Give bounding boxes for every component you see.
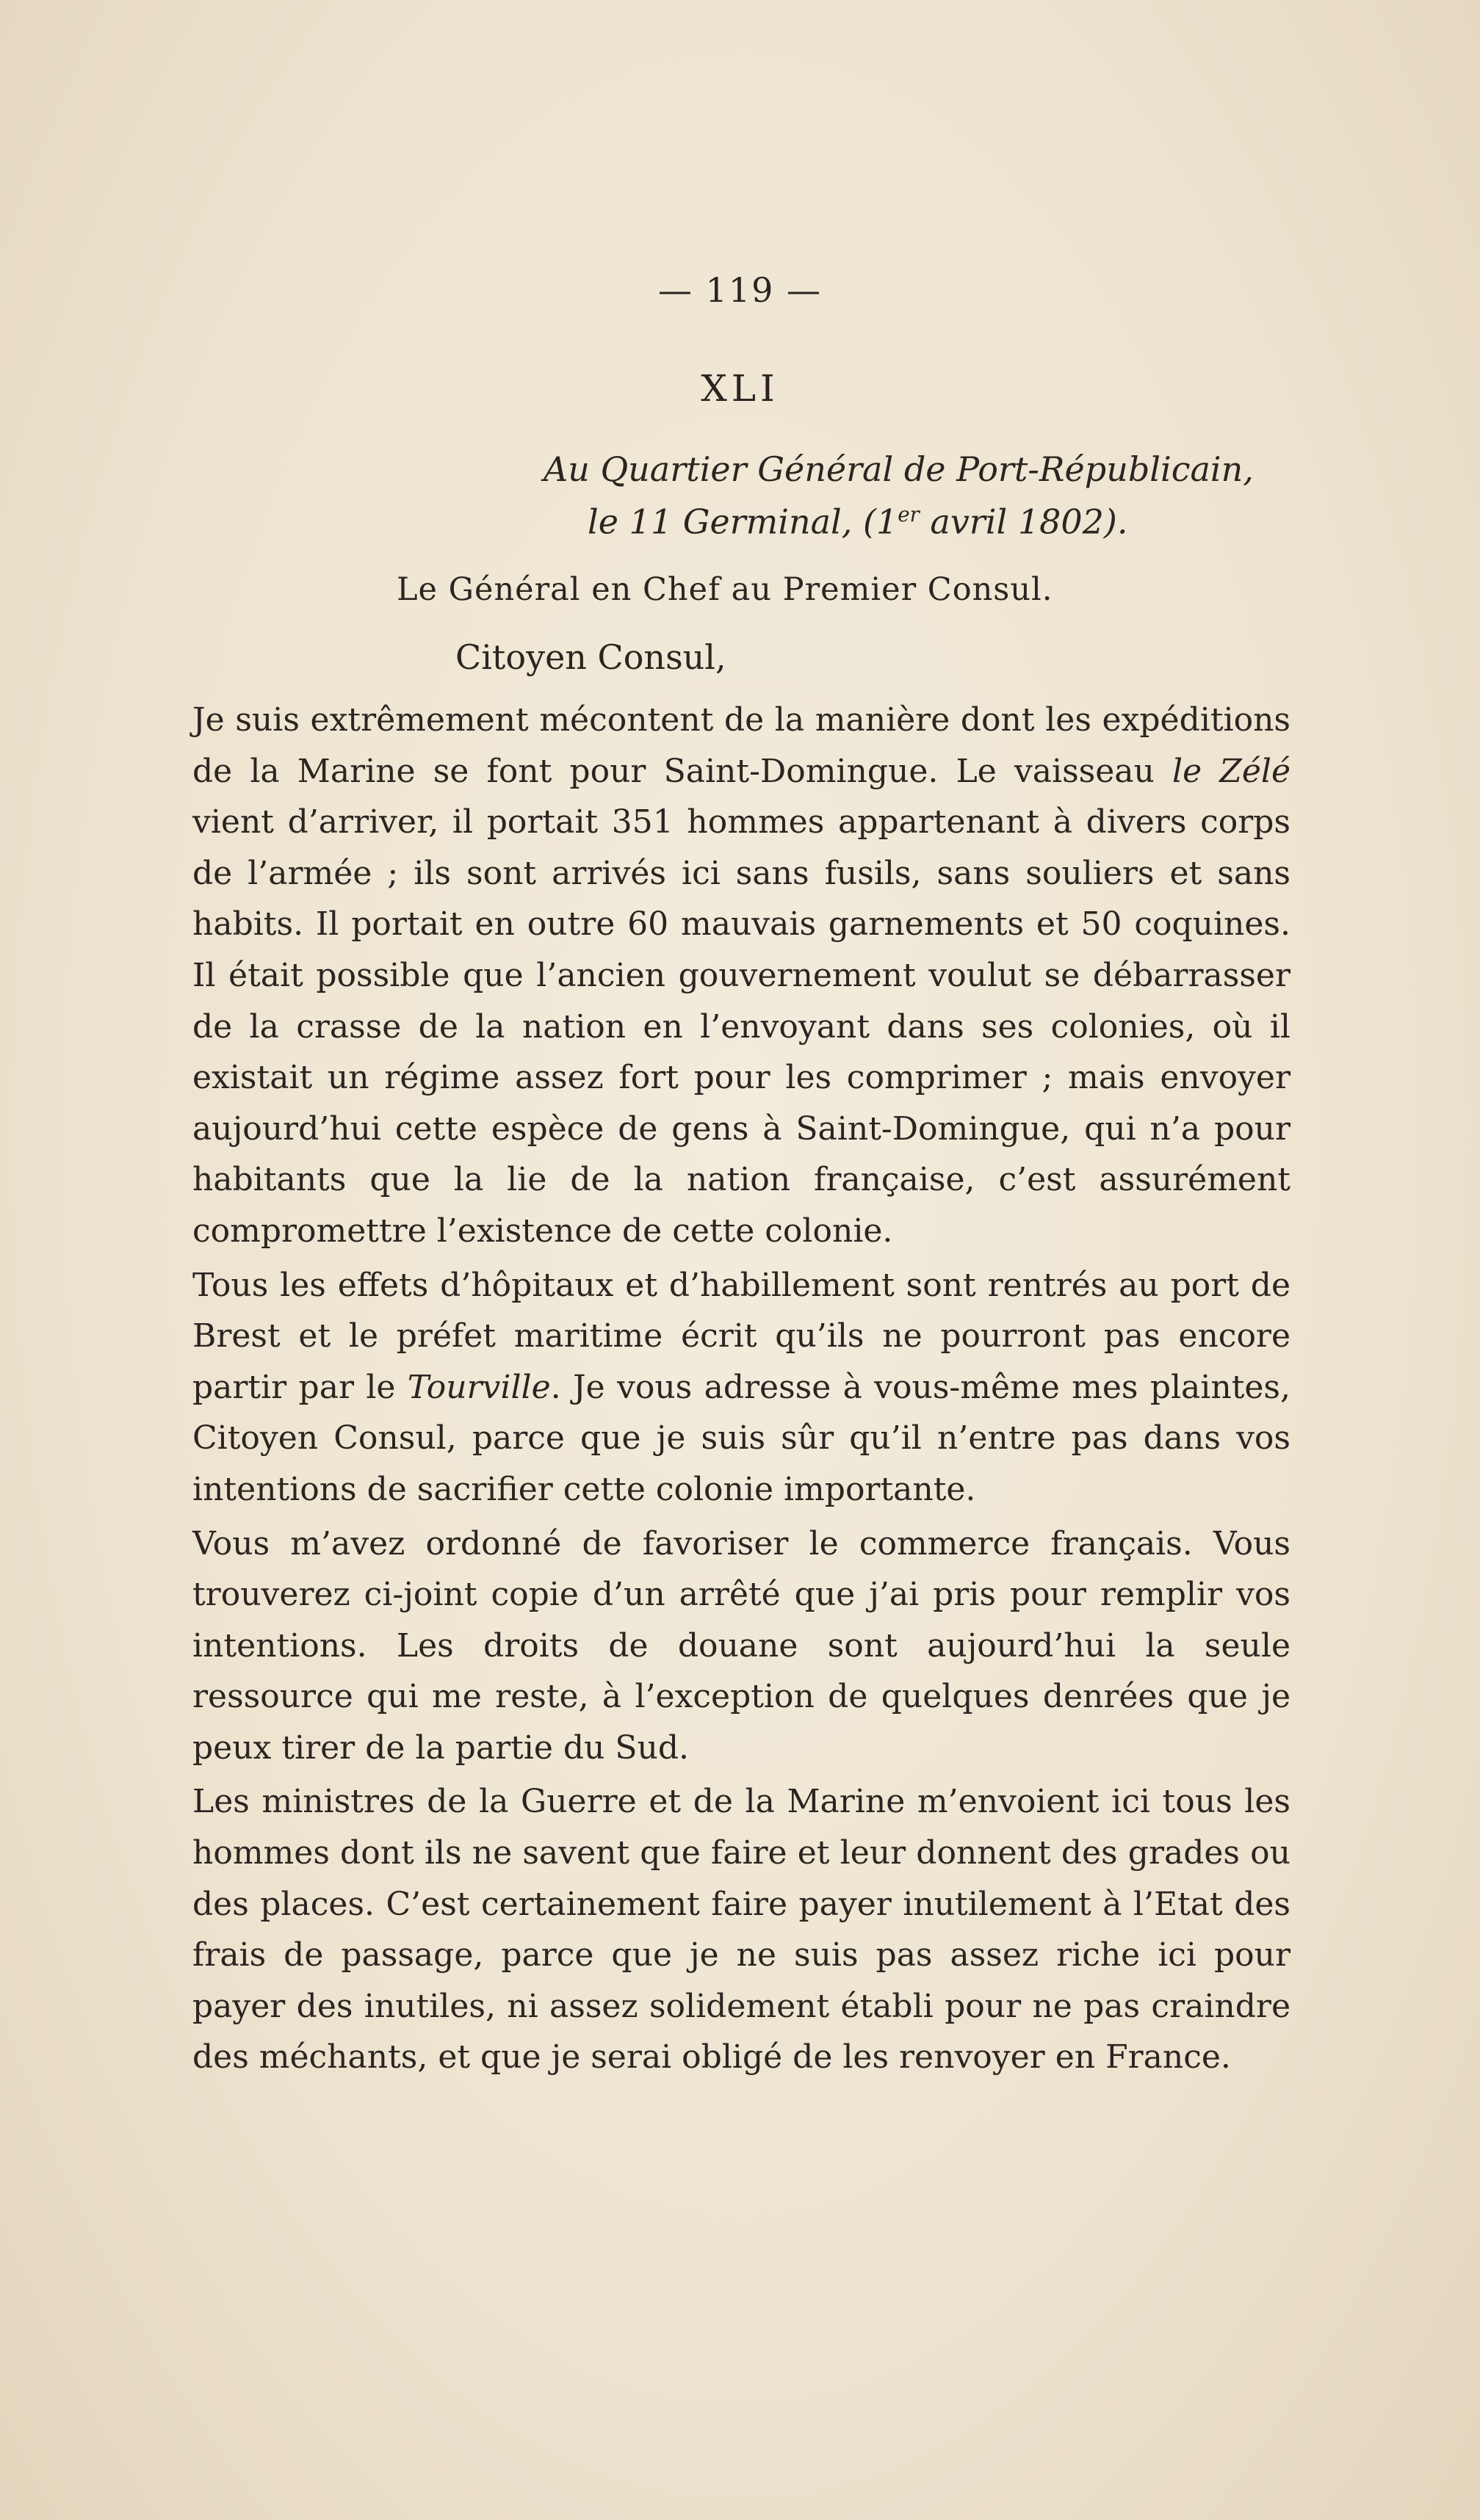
ship-name-zele: le Zélé — [1172, 752, 1291, 790]
paragraph-2-text-a: Tous les effets d’hôpitaux et d’habillement sont rentrés au port de Brest et le préfet maritime écrit qu’ils ne pourront pas encore partir par le — [192, 1266, 1291, 1406]
paragraph-4: Les ministres de la Guerre et de la Marine m’envoient ici tous les hommes dont ils ne savent que faire et leur donnent des grades ou des places. C’est certainement faire payer inutilement à l’Etat des frais de passage, parce que je ne suis pas assez riche ici pour payer des inutiles, ni assez solidement établi pour ne pas craindre des méchants, et que je serai obligé de les renvoyer en France. — [192, 1783, 1291, 2077]
page-number: — 119 — — [657, 270, 823, 310]
date-superscript: er — [898, 502, 920, 526]
dateline-place: Au Quartier Général de Port-Républicain, — [544, 449, 1254, 489]
dateline-date — [588, 493, 1337, 543]
salutation: Citoyen Consul, — [455, 637, 726, 677]
ship-name-tourville: Tourville — [407, 1368, 551, 1406]
paragraph-2-text-b: . Je vous adresse à vous-même mes plaintes, Citoyen Consul, parce que je suis sûr qu’il n’entre pas dans vos intentions de sacrifier cette colonie importante. — [192, 1368, 1291, 1508]
document-number: XLI — [701, 367, 779, 410]
paragraph-3: Vous m’avez ordonné de favoriser le commerce français. Vous trouverez ci-joint copie d’un arrêté que j’ai pris pour remplir vos intentions. Les droits de douane sont aujourd’hui la seule ressource qui me reste, à l’exception de quelques denrées que je peux tirer de la partie du Sud. — [192, 1524, 1291, 1767]
paragraph-1-text-a: Je suis extrêmement mécontent de la manière dont les expéditions de la Marine se font pour Saint-Domingue. Le vaisseau — [192, 701, 1291, 790]
date-suffix: avril 1802). — [919, 502, 1128, 542]
paragraph-2 — [192, 1260, 1291, 1516]
date-prefix: le 11 Germinal, (1 — [588, 502, 898, 542]
paragraph-1-text-b: vient d’arriver, il portait 351 hommes appartenant à divers corps de l’armée ; ils sont arrivés ici sans fusils, sans souliers et sans habits. Il portait en outre 60 mauvais garnements et 50 coquines. Il était possible que l’ancien gouvernement voulut se débarrasser de la crasse de la nation en l’envoyant dans ses colonies, où il existait un régime assez fort pour les comprimer ; mais envoyer aujourd’hui cette espèce de gens à Saint-Domingue, qui n’a pour habitants que la lie de la nation française, c’est assurément compromettre l’existence de cette colonie. — [192, 803, 1291, 1250]
letter-heading: Le Général en Chef au Premier Consul. — [397, 571, 1053, 608]
paragraph-1 — [192, 695, 1291, 1257]
letter-body — [192, 695, 1291, 2083]
